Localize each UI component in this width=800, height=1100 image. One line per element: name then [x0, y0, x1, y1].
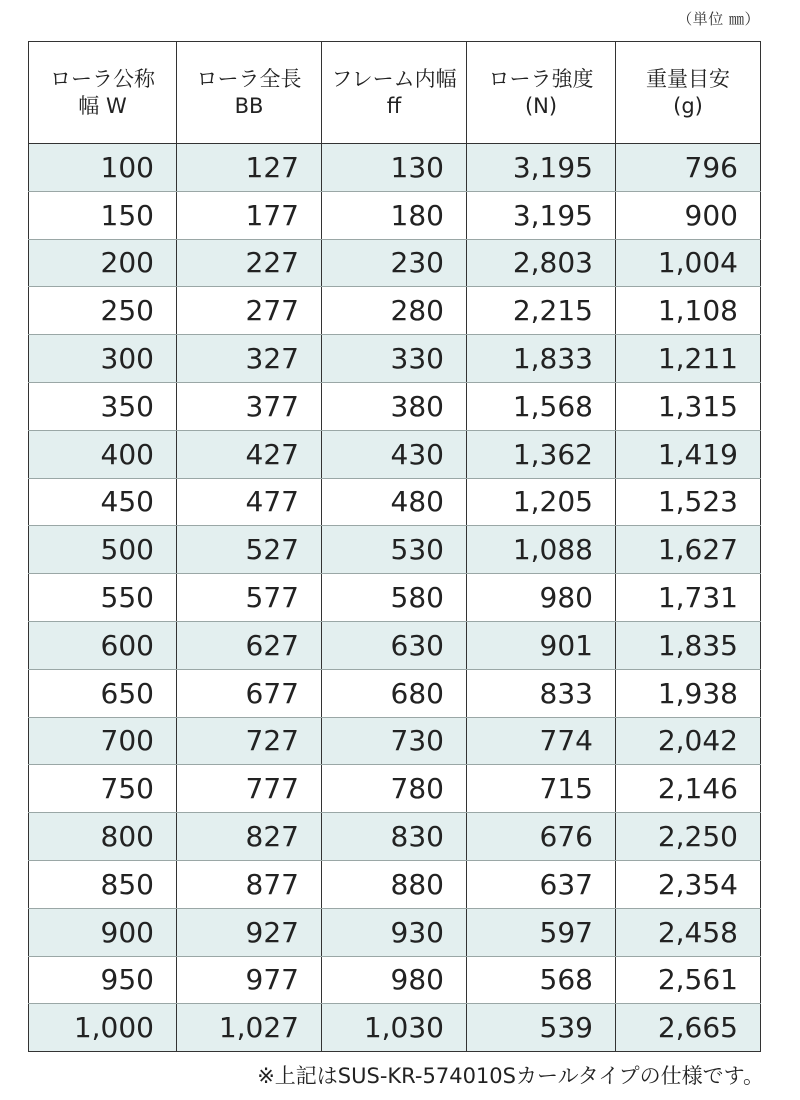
header-label-line1: ローラ強度	[488, 66, 594, 91]
cell-roller-strength: 901	[467, 621, 616, 669]
cell-roller-strength: 833	[467, 669, 616, 717]
cell-roller-strength: 568	[467, 956, 616, 1004]
cell-nominal-width: 100	[29, 144, 177, 192]
unit-label: （単位 ㎜）	[677, 10, 760, 28]
cell-roller-length: 127	[177, 144, 322, 192]
spec-table	[28, 41, 761, 1052]
cell-weight: 900	[616, 191, 761, 239]
cell-roller-strength: 980	[467, 574, 616, 622]
table-row	[29, 669, 761, 717]
cell-roller-strength: 597	[467, 908, 616, 956]
cell-weight: 1,938	[616, 669, 761, 717]
table-row	[29, 239, 761, 287]
cell-roller-length: 277	[177, 287, 322, 335]
header-weight	[616, 42, 761, 144]
cell-weight: 2,354	[616, 860, 761, 908]
cell-roller-strength: 676	[467, 813, 616, 861]
cell-roller-length: 727	[177, 717, 322, 765]
header-label-line1: フレーム内幅	[331, 66, 457, 91]
cell-roller-strength: 1,205	[467, 478, 616, 526]
table-row	[29, 526, 761, 574]
header-frame-inner-width	[322, 42, 467, 144]
cell-roller-length: 677	[177, 669, 322, 717]
cell-roller-length: 227	[177, 239, 322, 287]
cell-nominal-width: 550	[29, 574, 177, 622]
cell-roller-length: 577	[177, 574, 322, 622]
cell-frame-inner-width: 430	[322, 430, 467, 478]
footnote: ※上記はSUS-KR-574010Sカールタイプの仕様です。	[257, 1064, 764, 1088]
table-row	[29, 908, 761, 956]
cell-nominal-width: 400	[29, 430, 177, 478]
header-label-line1: ローラ公称	[50, 66, 155, 91]
table-body	[29, 144, 761, 1052]
cell-weight: 1,523	[616, 478, 761, 526]
header-label-line1: 重量目安	[646, 66, 730, 91]
cell-weight: 2,458	[616, 908, 761, 956]
cell-roller-strength: 1,568	[467, 382, 616, 430]
cell-frame-inner-width: 880	[322, 860, 467, 908]
cell-roller-strength: 539	[467, 1004, 616, 1052]
cell-roller-length: 777	[177, 765, 322, 813]
table-row	[29, 382, 761, 430]
cell-weight: 1,627	[616, 526, 761, 574]
cell-nominal-width: 800	[29, 813, 177, 861]
cell-weight: 2,250	[616, 813, 761, 861]
cell-frame-inner-width: 530	[322, 526, 467, 574]
header-label-line2: BB	[234, 93, 264, 118]
cell-weight: 1,419	[616, 430, 761, 478]
cell-frame-inner-width: 630	[322, 621, 467, 669]
table-row	[29, 765, 761, 813]
header-label-line1: ローラ全長	[196, 66, 302, 91]
cell-roller-length: 427	[177, 430, 322, 478]
table-row	[29, 956, 761, 1004]
cell-nominal-width: 650	[29, 669, 177, 717]
table-row	[29, 574, 761, 622]
cell-roller-length: 877	[177, 860, 322, 908]
cell-frame-inner-width: 680	[322, 669, 467, 717]
cell-frame-inner-width: 830	[322, 813, 467, 861]
cell-weight: 796	[616, 144, 761, 192]
cell-nominal-width: 250	[29, 287, 177, 335]
cell-nominal-width: 700	[29, 717, 177, 765]
table-row	[29, 144, 761, 192]
table-row	[29, 1004, 761, 1052]
cell-nominal-width: 850	[29, 860, 177, 908]
cell-frame-inner-width: 980	[322, 956, 467, 1004]
cell-roller-length: 827	[177, 813, 322, 861]
cell-weight: 1,108	[616, 287, 761, 335]
cell-nominal-width: 300	[29, 335, 177, 383]
cell-frame-inner-width: 580	[322, 574, 467, 622]
cell-weight: 2,042	[616, 717, 761, 765]
cell-frame-inner-width: 130	[322, 144, 467, 192]
table-row	[29, 335, 761, 383]
table-row	[29, 813, 761, 861]
cell-roller-strength: 2,215	[467, 287, 616, 335]
cell-weight: 1,315	[616, 382, 761, 430]
cell-nominal-width: 350	[29, 382, 177, 430]
cell-roller-length: 177	[177, 191, 322, 239]
table-row	[29, 860, 761, 908]
cell-roller-strength: 2,803	[467, 239, 616, 287]
cell-frame-inner-width: 380	[322, 382, 467, 430]
cell-frame-inner-width: 180	[322, 191, 467, 239]
cell-nominal-width: 1,000	[29, 1004, 177, 1052]
cell-roller-length: 477	[177, 478, 322, 526]
cell-nominal-width: 450	[29, 478, 177, 526]
cell-weight: 2,561	[616, 956, 761, 1004]
table-row	[29, 430, 761, 478]
cell-roller-length: 377	[177, 382, 322, 430]
cell-nominal-width: 950	[29, 956, 177, 1004]
cell-frame-inner-width: 280	[322, 287, 467, 335]
header-label-line2: (g)	[673, 93, 703, 118]
cell-roller-strength: 1,833	[467, 335, 616, 383]
cell-roller-strength: 3,195	[467, 144, 616, 192]
cell-nominal-width: 200	[29, 239, 177, 287]
table-row	[29, 287, 761, 335]
header-roller-length	[177, 42, 322, 144]
cell-weight: 1,004	[616, 239, 761, 287]
cell-roller-strength: 637	[467, 860, 616, 908]
cell-frame-inner-width: 1,030	[322, 1004, 467, 1052]
cell-roller-length: 927	[177, 908, 322, 956]
cell-roller-strength: 774	[467, 717, 616, 765]
cell-roller-length: 527	[177, 526, 322, 574]
cell-weight: 2,665	[616, 1004, 761, 1052]
header-label-line2: (N)	[524, 93, 558, 118]
cell-roller-strength: 715	[467, 765, 616, 813]
cell-frame-inner-width: 230	[322, 239, 467, 287]
table-row	[29, 717, 761, 765]
cell-roller-length: 327	[177, 335, 322, 383]
cell-nominal-width: 500	[29, 526, 177, 574]
header-nominal-width	[29, 42, 177, 144]
cell-nominal-width: 150	[29, 191, 177, 239]
cell-frame-inner-width: 330	[322, 335, 467, 383]
cell-roller-strength: 3,195	[467, 191, 616, 239]
cell-roller-length: 627	[177, 621, 322, 669]
cell-nominal-width: 750	[29, 765, 177, 813]
cell-frame-inner-width: 930	[322, 908, 467, 956]
cell-frame-inner-width: 730	[322, 717, 467, 765]
cell-frame-inner-width: 780	[322, 765, 467, 813]
table-row	[29, 191, 761, 239]
table-row	[29, 621, 761, 669]
header-label-line2: 幅 W	[78, 93, 127, 118]
table-row	[29, 478, 761, 526]
cell-roller-strength: 1,362	[467, 430, 616, 478]
cell-nominal-width: 600	[29, 621, 177, 669]
header-label-line2: ff	[386, 93, 402, 118]
cell-roller-length: 977	[177, 956, 322, 1004]
cell-weight: 1,835	[616, 621, 761, 669]
header-row	[29, 42, 761, 144]
cell-weight: 1,731	[616, 574, 761, 622]
cell-roller-length: 1,027	[177, 1004, 322, 1052]
cell-frame-inner-width: 480	[322, 478, 467, 526]
cell-weight: 1,211	[616, 335, 761, 383]
cell-weight: 2,146	[616, 765, 761, 813]
cell-roller-strength: 1,088	[467, 526, 616, 574]
cell-nominal-width: 900	[29, 908, 177, 956]
header-roller-strength	[467, 42, 616, 144]
